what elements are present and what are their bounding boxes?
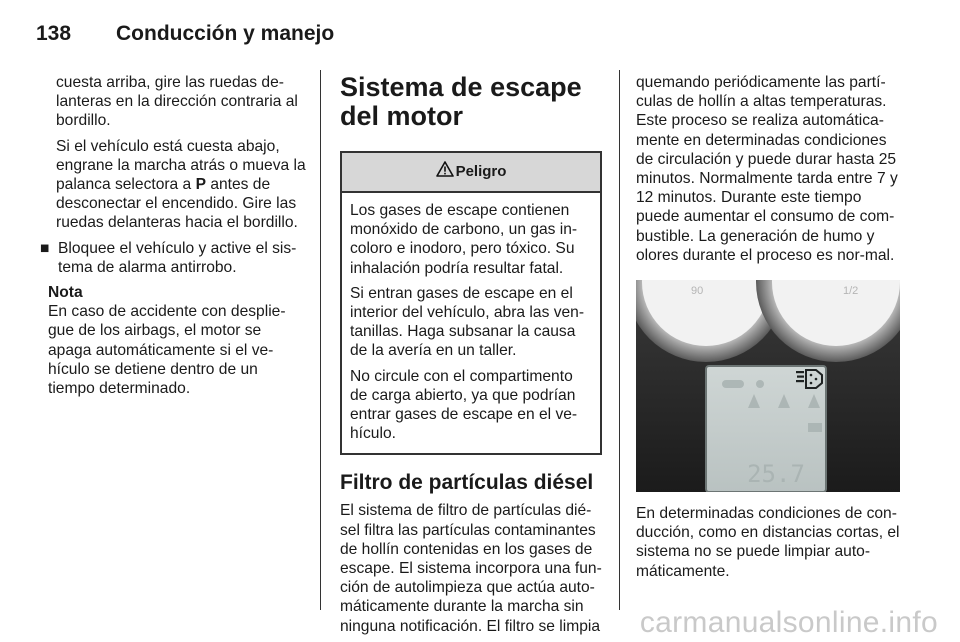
list-item: ■ Bloquee el vehículo y active el sis-tema de alarma antirrobo. <box>40 239 297 276</box>
paragraph-cleaning-conditions: En determinadas condiciones de con-ducción, como en distancias cortas, el sistema no se puede limpiar auto-máticamente. <box>636 505 900 580</box>
subsection-body: El sistema de filtro de partículas dié-sel filtra las partículas contaminantes de hollín contenidas en los gases de escape. El sistema incorpora una fun-ción de autolimpieza que actúa auto-máticamente durante la marcha sin ninguna notificación. El filtro se limpia <box>340 502 602 635</box>
chapter-title: Conducción y manejo <box>116 22 335 45</box>
bullet-icon: ■ <box>40 239 50 257</box>
gauge-label-left: 90 <box>691 285 704 298</box>
watermark: carmanualsonline.info <box>639 606 938 639</box>
gauge-label-right: 1/2 <box>843 285 859 298</box>
warning-triangle-icon <box>436 161 454 182</box>
paragraph-regeneration: quemando periódicamente las partí-culas de hollín a altas temperaturas. Este proceso se realiza automática-mente en determinadas condiciones de circulación y puede durar hasta 25 minutos. Normalmente tarda entre 7 y 12 minutos. Durante este tiempo puede aumentar el consumo de com-bustible. La generación de humo y olores durante el proceso es nor-mal. <box>636 74 898 264</box>
warning-paragraph: No circule con el compartimento de carga abierto, ya que podrían entrar gases de escape en el ve-hículo. <box>350 367 578 443</box>
subsection-title: Filtro de partículas diésel <box>340 471 594 495</box>
page-number: 138 <box>36 22 72 45</box>
warning-box <box>340 151 602 455</box>
warning-title: Peligro <box>455 163 507 181</box>
note-text: En caso de accidente con desplie-gue de los airbags, el motor se apaga automáticamente si el ve-hículo se detiene dentro de un tiempo determinado. <box>48 303 286 398</box>
column-middle <box>340 73 602 636</box>
warning-paragraph: Los gases de escape contienen monóxido de carbono, un gas in-coloro e inodoro, pero tóxico. Su inhalación podría resultar fatal. <box>350 202 578 277</box>
instrument-cluster-photo <box>636 280 900 492</box>
note-heading: Nota <box>48 284 83 302</box>
warning-body <box>342 193 600 453</box>
column-divider-right <box>619 70 620 610</box>
section-title: Sistema de escape del motor <box>340 72 582 131</box>
column-divider-left <box>320 70 321 610</box>
warning-header <box>342 153 600 193</box>
lcd-readout: 25.7 <box>747 460 805 489</box>
paragraph-downhill: Si el vehículo está cuesta abajo, engrane la marcha atrás o mueva la palanca selectora a P antes de desconectar el encendido. Gire las ruedas delanteras hacia el bordillo. <box>56 137 306 232</box>
warning-paragraph: Si entran gases de escape en el interior del vehículo, abra las ven-tanillas. Haga subsanar la causa de la avería en un taller. <box>350 284 585 360</box>
column-right <box>636 73 902 587</box>
page-header <box>36 14 334 54</box>
column-left <box>40 73 306 398</box>
selector-position-p: P <box>195 176 206 194</box>
paragraph-uphill: cuesta arriba, gire las ruedas de-lanteras en la dirección contraria al bordillo. <box>56 74 298 130</box>
